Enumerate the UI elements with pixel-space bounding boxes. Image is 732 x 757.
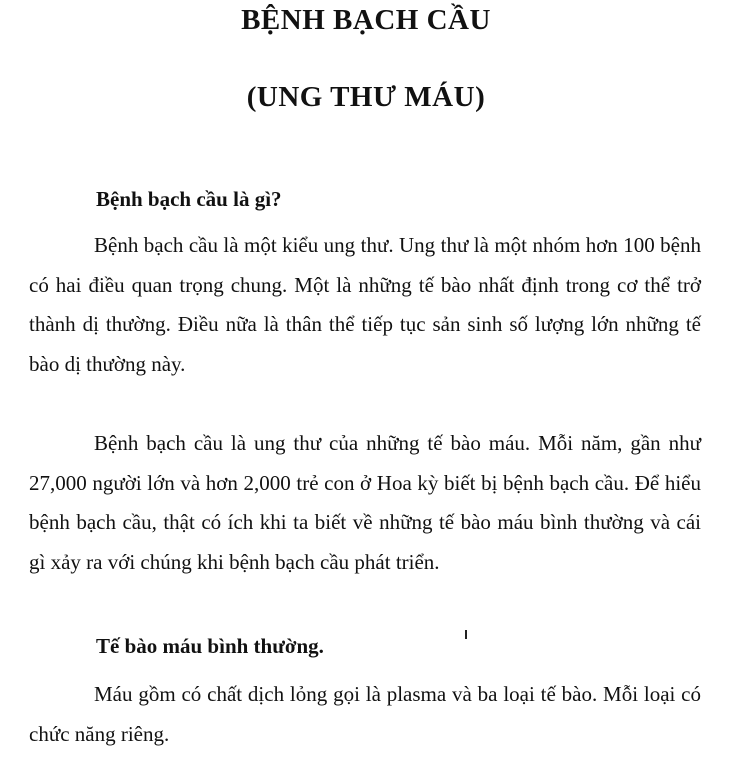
stray-mark (465, 630, 467, 639)
document-subtitle: (UNG THƯ MÁU) (246, 81, 486, 113)
section-heading: Tế bào máu bình thường. (96, 634, 324, 658)
document-title: BỆNH BẠCH CẦU (241, 4, 491, 36)
paragraph: Bệnh bạch cầu là ung thư của những tế bào máu. Mỗi năm, gần như 27,000 người lớn và hơn 2,000 trẻ con ở Hoa kỳ biết bị bệnh bạch cầu. Để hiểu bệnh bạch cầu, thật có ích khi ta biết về những tế bào máu bình thường và cái gì xảy ra với chúng khi bệnh bạch cầu phát triển. (29, 431, 701, 574)
paragraph: Máu gồm có chất dịch lỏng gọi là plasma và ba loại tế bào. Mỗi loại có chức năng riêng. (29, 682, 701, 746)
section-heading: Bệnh bạch cầu là gì? (96, 187, 282, 211)
paragraph: Bệnh bạch cầu là một kiểu ung thư. Ung thư là một nhóm hơn 100 bệnh có hai điều quan trọng chung. Một là những tế bào nhất định trong cơ thể trở thành dị thường. Điều nữa là thân thể tiếp tục sản sinh số lượng lớn những tế bào dị thường này. (29, 233, 701, 376)
